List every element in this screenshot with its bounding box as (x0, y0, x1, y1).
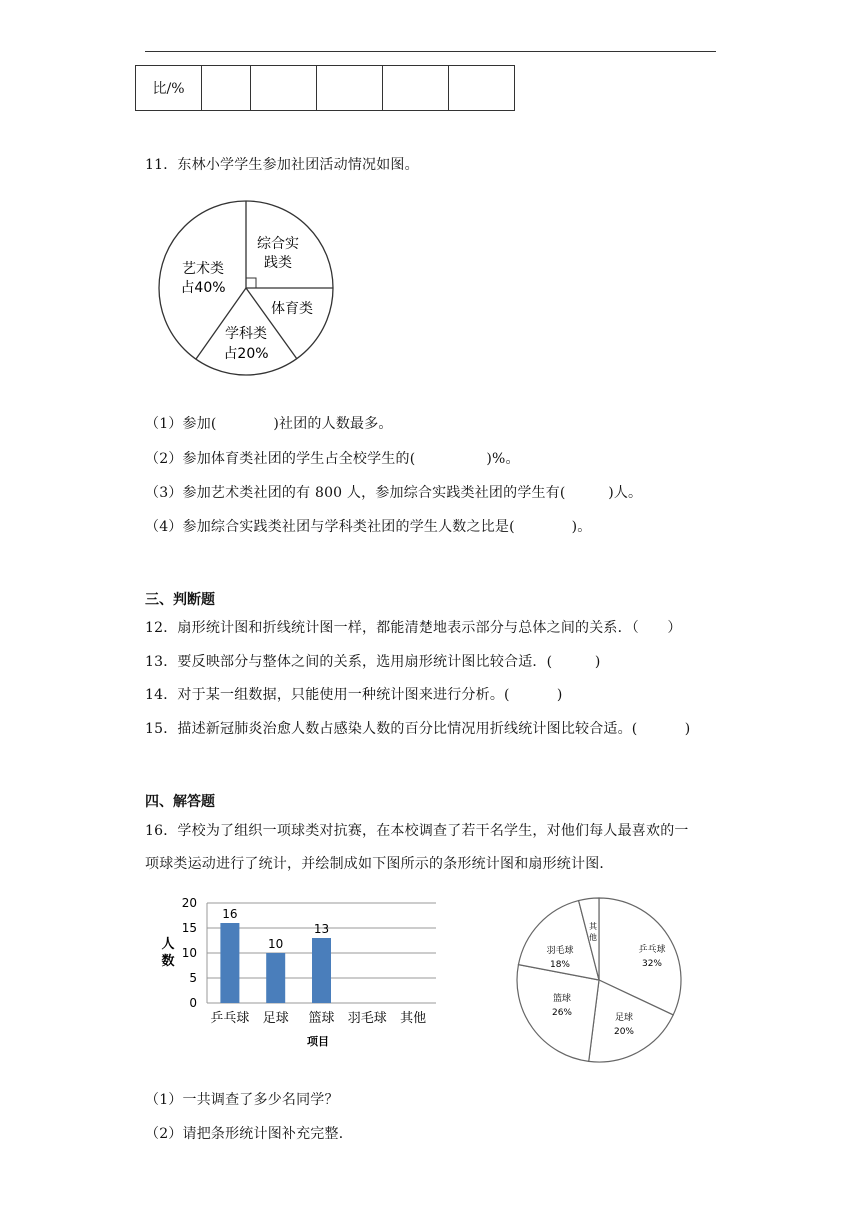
y-axis-label-1: 人 (161, 937, 175, 952)
x-tick-label: 篮球 (308, 1011, 335, 1026)
table-row (136, 66, 515, 111)
pie-label-badminton: 羽毛球 (546, 946, 574, 956)
pie-label-pingpong-pct: 32% (641, 959, 663, 969)
question-11-1: （1）参加( )社团的人数最多。 (145, 416, 393, 432)
question-11-title: 11．东林小学学生参加社团活动情况如图。 (145, 157, 419, 173)
bar (312, 938, 331, 1003)
pie-label-subject-1: 学科类 (225, 326, 267, 342)
table-cell-header: 比/% (136, 66, 202, 111)
x-tick-label: 其他 (400, 1011, 427, 1026)
question-12: 12．扇形统计图和折线统计图一样，都能清楚地表示部分与总体之间的关系．（ ） (145, 620, 682, 636)
pie-label-basketball-pct: 26% (551, 1008, 573, 1018)
bar (220, 923, 239, 1003)
question-16-line-2: 项球类运动进行了统计，并绘制成如下图所示的条形统计图和扇形统计图． (145, 856, 614, 872)
question-11-4: （4）参加综合实践类社团与学科类社团的学生人数之比是( )。 (145, 519, 592, 535)
answer-cell[interactable] (449, 66, 515, 111)
y-tick-label: 10 (181, 946, 197, 960)
club-pie-chart (155, 198, 345, 388)
pie-label-art-1: 艺术类 (182, 261, 224, 277)
pie-label-sport: 体育类 (271, 301, 313, 317)
sports-pie-chart (512, 893, 692, 1068)
question-11-2: （2）参加体育类社团的学生占全校学生的( )%。 (145, 451, 520, 467)
answer-cell[interactable] (202, 66, 251, 111)
section-heading-answer: 四、解答题 (145, 794, 215, 810)
pie-label-basketball: 篮球 (552, 994, 572, 1004)
section-heading-judgement: 三、判断题 (145, 592, 215, 608)
y-tick-label: 20 (181, 896, 197, 910)
x-tick-label: 乒乓球 (210, 1011, 250, 1026)
question-14: 14．对于某一组数据，只能使用一种统计图来进行分析。( ) (145, 687, 563, 703)
bar-data-label: 10 (268, 937, 284, 951)
pie-label-art-2: 占40% (180, 280, 226, 296)
bar-data-label: 13 (313, 922, 330, 936)
pie-label-other-1: 其 (589, 922, 597, 931)
pie-label-other-2: 他 (589, 933, 597, 942)
answer-cell[interactable] (317, 66, 383, 111)
answer-cell[interactable] (383, 66, 449, 111)
x-tick-label: 羽毛球 (347, 1011, 387, 1026)
x-axis-label: 项目 (307, 1035, 329, 1048)
question-11-3: （3）参加艺术类社团的有 800 人，参加综合实践类社团的学生有( )人。 (145, 485, 643, 501)
pie-label-practice-2: 践类 (264, 255, 292, 271)
y-tick-label: 0 (189, 996, 197, 1010)
y-tick-label: 5 (189, 971, 197, 985)
sports-bar-chart (155, 893, 445, 1053)
question-16-1: （1）一共调查了多少名同学？ (145, 1092, 339, 1108)
y-tick-label: 15 (181, 921, 197, 935)
x-tick-label: 足球 (262, 1011, 289, 1026)
y-axis-label-2: 数 (161, 954, 175, 969)
bar-data-label: 16 (222, 907, 238, 921)
pie-label-football-pct: 20% (613, 1027, 635, 1037)
question-16-2: （2）请把条形统计图补充完整． (145, 1126, 353, 1142)
question-15: 15．描述新冠肺炎治愈人数占感染人数的百分比情况用折线统计图比较合适。( ) (145, 721, 691, 737)
bar (266, 953, 285, 1003)
question-13: 13．要反映部分与整体之间的关系，选用扇形统计图比较合适．( ) (145, 654, 601, 670)
pie-label-pingpong: 乒乓球 (638, 945, 666, 955)
answer-cell[interactable] (251, 66, 317, 111)
pie-label-practice-1: 综合实 (257, 236, 299, 252)
ratio-table (135, 65, 515, 111)
pie-label-badminton-pct: 18% (549, 960, 571, 970)
page-top-rule (145, 51, 716, 52)
pie-label-football: 足球 (614, 1013, 634, 1023)
question-16-line-1: 16．学校为了组织一项球类对抗赛，在本校调查了若干名学生，对他们每人最喜欢的一 (145, 823, 689, 839)
pie-label-subject-2: 占20% (223, 346, 269, 362)
